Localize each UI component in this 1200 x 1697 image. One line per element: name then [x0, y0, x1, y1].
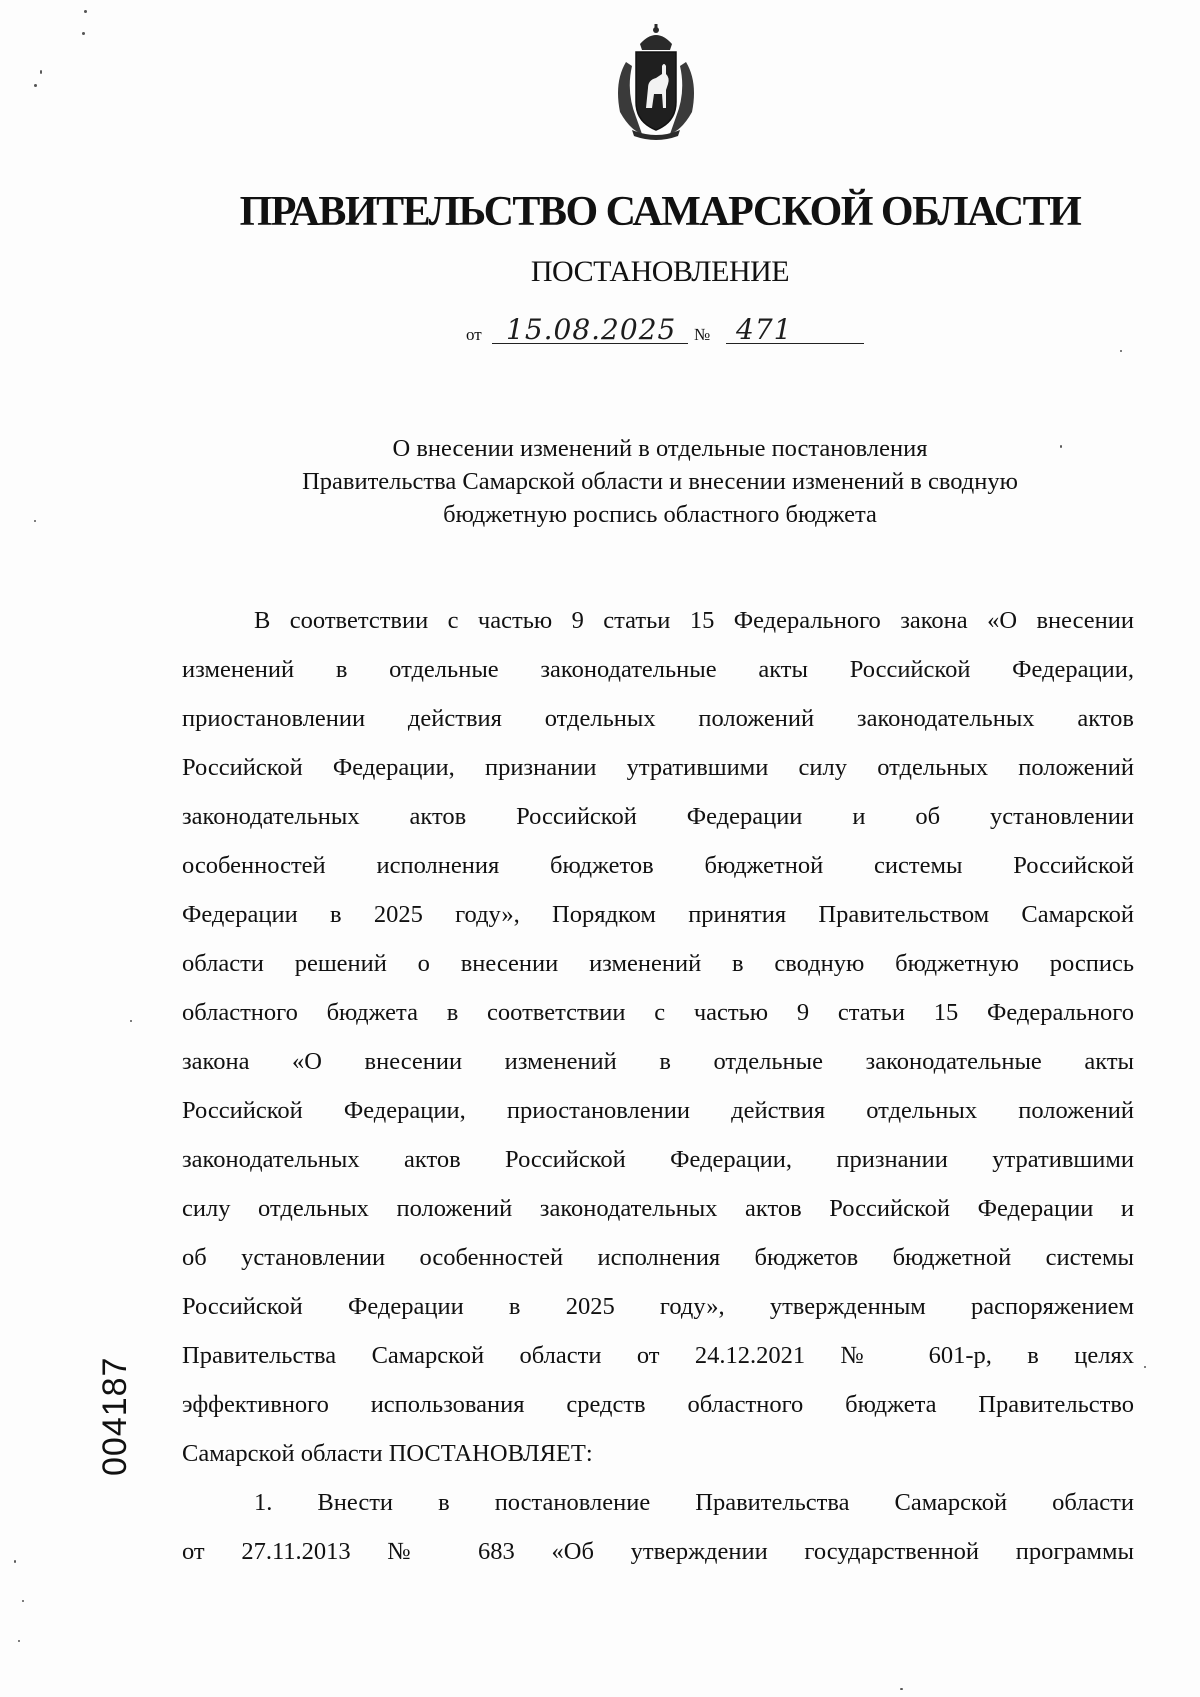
body-line: Федерации в 2025 году», Порядком принятия Правительством Самарской — [182, 901, 1134, 928]
scan-speck — [900, 1688, 903, 1690]
body-line: Самарской области ПОСТАНОВЛЯЕТ: — [182, 1440, 593, 1467]
scan-speck — [1060, 445, 1062, 448]
body-line: законодательных актов Российской Федерации и об установлении — [182, 803, 1134, 830]
body-line: от 27.11.2013 № 683 «Об утверждении государственной программы — [182, 1538, 1134, 1565]
subject-line: О внесении изменений в отдельные постановления — [392, 435, 928, 462]
scan-speck — [130, 1020, 132, 1022]
document-body — [182, 596, 1134, 1576]
serial-number: 004187 — [96, 1356, 134, 1476]
scan-speck — [84, 10, 87, 13]
body-line: эффективного использования средств областного бюджета Правительство — [182, 1391, 1134, 1418]
scan-speck — [34, 84, 37, 87]
body-line: особенностей исполнения бюджетов бюджетной системы Российской — [182, 852, 1134, 879]
scan-speck — [1120, 350, 1122, 352]
subject-line: бюджетную роспись областного бюджета — [443, 501, 877, 528]
scan-speck — [22, 1600, 24, 1602]
body-line: об установлении особенностей исполнения бюджетов бюджетной системы — [182, 1244, 1134, 1271]
organization-title: ПРАВИТЕЛЬСТВО САМАРСКОЙ ОБЛАСТИ — [239, 189, 1081, 235]
handwritten-number: 471 — [736, 313, 793, 346]
body-line: приостановлении действия отдельных положений законодательных актов — [182, 705, 1134, 732]
handwritten-date: 15.08.2025 — [506, 313, 677, 346]
document-subject — [200, 432, 1120, 531]
date-number-line — [466, 310, 866, 350]
body-line: Российской Федерации, признании утратившими силу отдельных положений — [182, 754, 1134, 781]
scan-speck — [18, 1640, 20, 1642]
body-line: закона «О внесении изменений в отдельные законодательные акты — [182, 1048, 1134, 1075]
body-line: областного бюджета в соответствии с частью 9 статьи 15 Федерального — [182, 999, 1134, 1026]
scan-speck — [34, 520, 36, 522]
body-line: 1. Внести в постановление Правительства Самарской области — [254, 1489, 1134, 1516]
body-line: области решений о внесении изменений в сводную бюджетную роспись — [182, 950, 1134, 977]
scan-speck — [40, 70, 42, 74]
number-prefix: № — [694, 325, 711, 344]
body-line: изменений в отдельные законодательные акты Российской Федерации, — [182, 656, 1134, 683]
document-type: ПОСТАНОВЛЕНИЕ — [530, 255, 790, 288]
scan-speck — [14, 1560, 16, 1563]
subject-line: Правительства Самарской области и внесении изменений в сводную — [302, 468, 1018, 495]
body-line: В соответствии с частью 9 статьи 15 Федерального закона «О внесении — [254, 607, 1134, 634]
body-line: законодательных актов Российской Федерации, признании утратившими — [182, 1146, 1134, 1173]
body-line: Российской Федерации, приостановлении действия отдельных положений — [182, 1097, 1134, 1124]
body-line: силу отдельных положений законодательных актов Российской Федерации и — [182, 1195, 1134, 1222]
scan-speck — [1144, 1366, 1146, 1368]
samara-coat-of-arms-icon — [596, 22, 716, 142]
date-prefix: от — [466, 325, 482, 344]
scan-speck — [82, 32, 85, 35]
body-line: Правительства Самарской области от 24.12.2021 № 601-р, в целях — [182, 1342, 1134, 1369]
body-line: Российской Федерации в 2025 году», утвержденным распоряжением — [182, 1293, 1134, 1320]
